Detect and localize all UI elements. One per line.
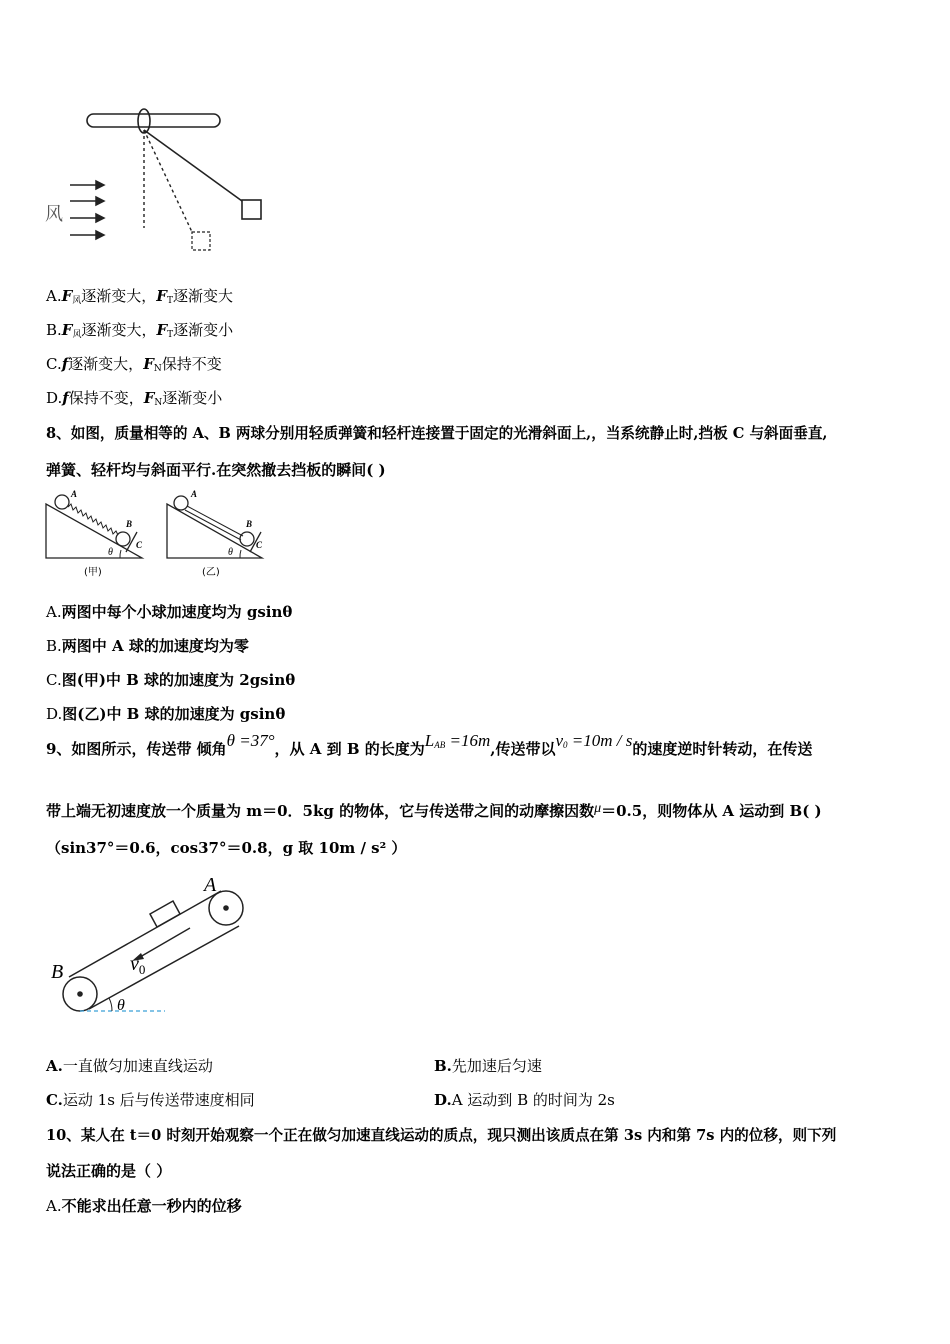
- q7-option-b: $B.F_风$逐渐变大，$F_T$逐渐变小: [46, 321, 234, 340]
- q9-option-b: B.先加速后匀速: [434, 1057, 542, 1075]
- wind-ring-figure: [40, 100, 280, 265]
- q10-option-a: A.不能求出任意一秒内的位移: [46, 1197, 242, 1215]
- conveyor-label-v: $v_0$: [130, 953, 146, 977]
- fig1-label-b: B: [126, 519, 133, 529]
- fig2-label-a: A: [191, 489, 198, 499]
- fig2-caption: (乙): [202, 567, 220, 578]
- q9-stem-line3: （sin37°＝0.6，cos37°＝0.8，g 取 10m / s² ）: [46, 839, 407, 857]
- fig2-label-c: C: [256, 540, 263, 550]
- q9-option-a: A.一直做匀加速直线运动: [46, 1057, 213, 1075]
- speed-expr: $v_0 =10m / s$: [555, 731, 633, 750]
- conveyor-label-theta: θ: [117, 997, 125, 1014]
- q9-stem-line2: 带上端无初速度放一个质量为 m＝0．5kg 的物体，它与传送带之间的动摩擦因数μ＝0.5，则物体从 A 运动到 B( ): [46, 801, 822, 820]
- fig1-label-a: A: [71, 489, 78, 499]
- length-expr: $L_{AB} =16m$: [424, 731, 491, 750]
- q10-stem-line2: 说法正确的是（ ）: [46, 1162, 172, 1180]
- q10-stem-line1: 10、某人在 t＝0 时刻开始观察一个正在做匀加速直线运动的质点，现只测出该质点在第 3s 内和第 7s 内的位移，则下列: [46, 1127, 837, 1144]
- fig2-label-theta: θ: [228, 547, 233, 558]
- q8-option-d: D.图(乙)中 B 球的加速度为 gsinθ: [46, 705, 286, 723]
- q9-stem-line1: 9、如图所示，传送带 倾角θ =37°，从 A 到 B 的长度为$L_{AB} =16m$,传送带以$v_0 =10m / s$的速度逆时针转动，在传送: [46, 731, 813, 758]
- q7-option-d: D.f保持不变，$F_N$逐渐变小: [46, 389, 223, 408]
- conveyor-figure: [40, 870, 260, 1020]
- q7-option-a: $A.F_风$逐渐变大，$F_T$逐渐变大: [46, 287, 233, 306]
- q7-option-c: C.f逐渐变大，$F_N$保持不变: [46, 355, 222, 374]
- fig1-label-c: C: [136, 540, 143, 550]
- wind-label: 风: [45, 204, 63, 225]
- angle-expr: θ =37°: [226, 731, 275, 750]
- q8-option-b: B.两图中 A 球的加速度均为零: [46, 637, 249, 655]
- q8-stem-line1: 8、如图，质量相等的 A、B 两球分别用轻质弹簧和轻杆连接置于固定的光滑斜面上,，当系统静止时,挡板 C 与斜面垂直,: [46, 425, 828, 442]
- q8-stem-line2: 弹簧、轻杆均与斜面平行.在突然撤去挡板的瞬间( ): [46, 461, 386, 479]
- q9-option-c: C.运动 1s 后与传送带速度相同: [46, 1091, 255, 1109]
- fig1-caption: (甲): [84, 567, 102, 578]
- fig1-label-theta: θ: [108, 547, 113, 558]
- incline-figures: [40, 488, 280, 583]
- q8-option-a: A.两图中每个小球加速度均为 gsinθ: [46, 603, 293, 621]
- q8-option-c: C.图(甲)中 B 球的加速度为 2gsinθ: [46, 671, 296, 689]
- conveyor-label-a: A: [204, 874, 217, 896]
- conveyor-label-b: B: [51, 961, 64, 983]
- q9-option-d: D.A 运动到 B 的时间为 2s: [434, 1091, 615, 1109]
- fig2-label-b: B: [246, 519, 253, 529]
